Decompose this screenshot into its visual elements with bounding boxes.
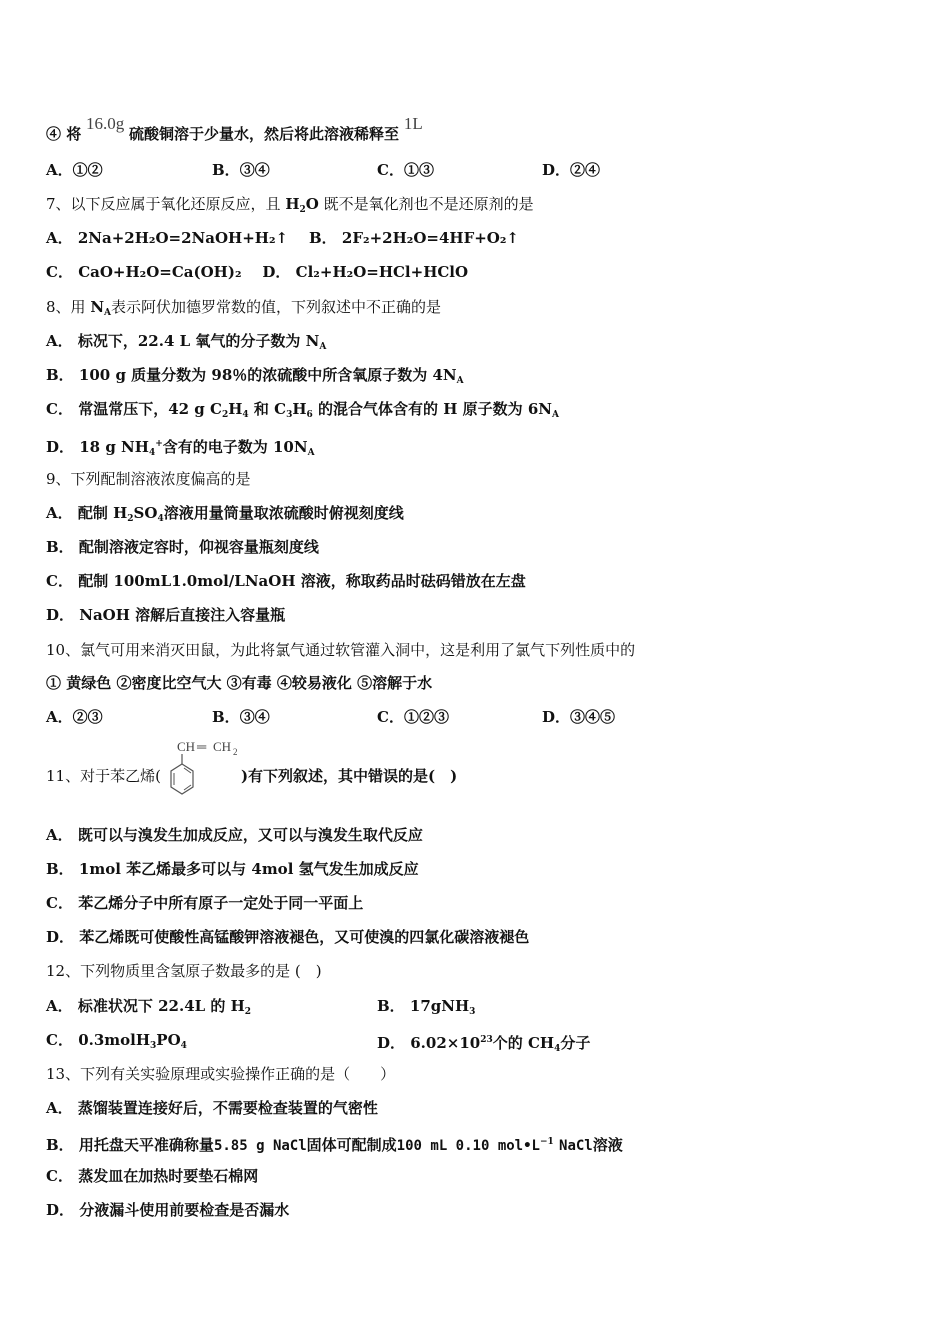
styrene-label-ch2: CH (213, 739, 232, 754)
styrene-label-ch: CH (177, 739, 196, 754)
q8-option-b[interactable]: B． 100 g 质量分数为 98％的浓硫酸中所含氧原子数为 $4N_A$ (46, 366, 464, 386)
q10-option-d[interactable]: D．③④⑤ (542, 708, 616, 726)
q7-stem: 7、以下反应属于氧化还原反应，且 $H_2O$ 既不是氧化剂也不是还原剂的是 (46, 195, 534, 215)
styrene-label-double-bond: ═ (197, 739, 207, 754)
q13-option-d[interactable]: D． 分液漏斗使用前要检查是否漏水 (46, 1201, 290, 1219)
q13-option-a[interactable]: A． 蒸馏装置连接好后，不需要检查装置的气密性 (46, 1099, 378, 1117)
q6-item-4 (46, 114, 423, 144)
q6-option-b[interactable]: B．③④ (212, 161, 270, 179)
q7-option-b[interactable]: B． 2F₂+2H₂O=4HF+O₂↑ (309, 229, 519, 247)
q6-mass-formula: 16.0g (86, 114, 125, 133)
q9-stem: 9、下列配制溶液浓度偏高的是 (46, 470, 251, 488)
q7-option-a[interactable]: A． 2Na+2H₂O=2NaOH+H₂↑ (46, 229, 289, 247)
q6-option-d[interactable]: D．②④ (542, 161, 601, 179)
q13-option-b[interactable]: B． 用托盘天平准确称量5.85 g NaCl固体可配制成100 mL 0.10 $mol•L^{-1}$ NaCl溶液 (46, 1136, 623, 1154)
q9-option-d[interactable]: D． NaOH 溶解后直接注入容量瓶 (46, 606, 286, 624)
q6-volume-formula: 1L (403, 114, 423, 133)
q7-options-ab (46, 228, 519, 248)
q11-stem: 11、对于苯乙烯( )有下列叙述，其中错误的是( ) (46, 767, 458, 785)
q10-option-c[interactable]: C．①②③ (377, 708, 449, 726)
q12-option-a[interactable]: A． 标准状况下 22.4L 的 $H_2$ (46, 997, 252, 1017)
q11-option-a[interactable]: A． 既可以与溴发生加成反应，又可以与溴发生取代反应 (46, 826, 423, 844)
q12-option-d[interactable]: D． $6.02\times 10^{23}$个的 $CH_4$分子 (377, 1034, 591, 1054)
q13-stem: 13、下列有关实验原理或实验操作正确的是（ ） (46, 1065, 396, 1083)
q7-option-d[interactable]: D． Cl₂+H₂O=HCl+HClO (262, 263, 469, 281)
q9-option-a[interactable]: A． 配制 $H_2SO_4$溶液用量筒量取浓硫酸时俯视刻度线 (46, 504, 404, 524)
q10-properties: ① 黄绿色 ②密度比空气大 ③有毒 ④较易液化 ⑤溶解于水 (46, 674, 433, 692)
q12-stem: 12、下列物质里含氢原子数最多的是 ( ) (46, 962, 322, 980)
q12-option-c[interactable]: C． $0.3molH_3PO_4$ (46, 1031, 187, 1051)
q10-option-b[interactable]: B．③④ (212, 708, 270, 726)
q11-option-c[interactable]: C． 苯乙烯分子中所有原子一定处于同一平面上 (46, 894, 364, 912)
q7-option-c[interactable]: C． CaO+H₂O=Ca(OH)₂ (46, 263, 242, 281)
q11-option-b[interactable]: B． 1mol 苯乙烯最多可以与 4mol 氢气发生加成反应 (46, 860, 419, 878)
q9-option-b[interactable]: B． 配制溶液定容时，仰视容量瓶刻度线 (46, 538, 319, 556)
q8-option-d[interactable]: D． 18 g $NH_4^+$含有的电子数为 $10N_A$ (46, 438, 315, 458)
q9-option-c[interactable]: C． 配制 100mL1.0mol/LNaOH 溶液，称取药品时砝码错放在左盘 (46, 572, 526, 590)
q8-stem: 8、用 $N_A$表示阿伏加德罗常数的值，下列叙述中不正确的是 (46, 298, 442, 318)
q8-option-a[interactable]: A． 标况下，22.4 L 氧气的分子数为 $N_A$ (46, 332, 327, 352)
q12-option-b[interactable]: B． 17gNH$_3$ (377, 997, 476, 1017)
styrene-structure (162, 737, 246, 805)
q13-option-c[interactable]: C． 蒸发皿在加热时要垫石棉网 (46, 1167, 259, 1185)
q6-item-4-text: 硫酸铜溶于少量水，然后将此溶液稀释至 (129, 125, 400, 143)
q10-stem: 10、氯气可用来消灭田鼠，为此将氯气通过软管灌入洞中，这是利用了氯气下列性质中的 (46, 641, 636, 659)
q6-option-a[interactable]: A．①② (46, 161, 103, 179)
q7-options-cd (46, 262, 468, 282)
q11-option-d[interactable]: D． 苯乙烯既可使酸性高锰酸钾溶液褪色，又可使溴的四氯化碳溶液褪色 (46, 928, 530, 946)
styrene-label-sub: 2 (233, 747, 238, 757)
q6-item-4-prefix: ④ 将 (46, 125, 82, 143)
q10-option-a[interactable]: A．②③ (46, 708, 103, 726)
q8-option-c[interactable]: C． 常温常压下，42 g $C_2H_4$ 和 $C_3H_6$ 的混合气体含有的 H 原子数为 $6N_A$ (46, 400, 559, 420)
q6-option-c[interactable]: C．①③ (377, 161, 434, 179)
